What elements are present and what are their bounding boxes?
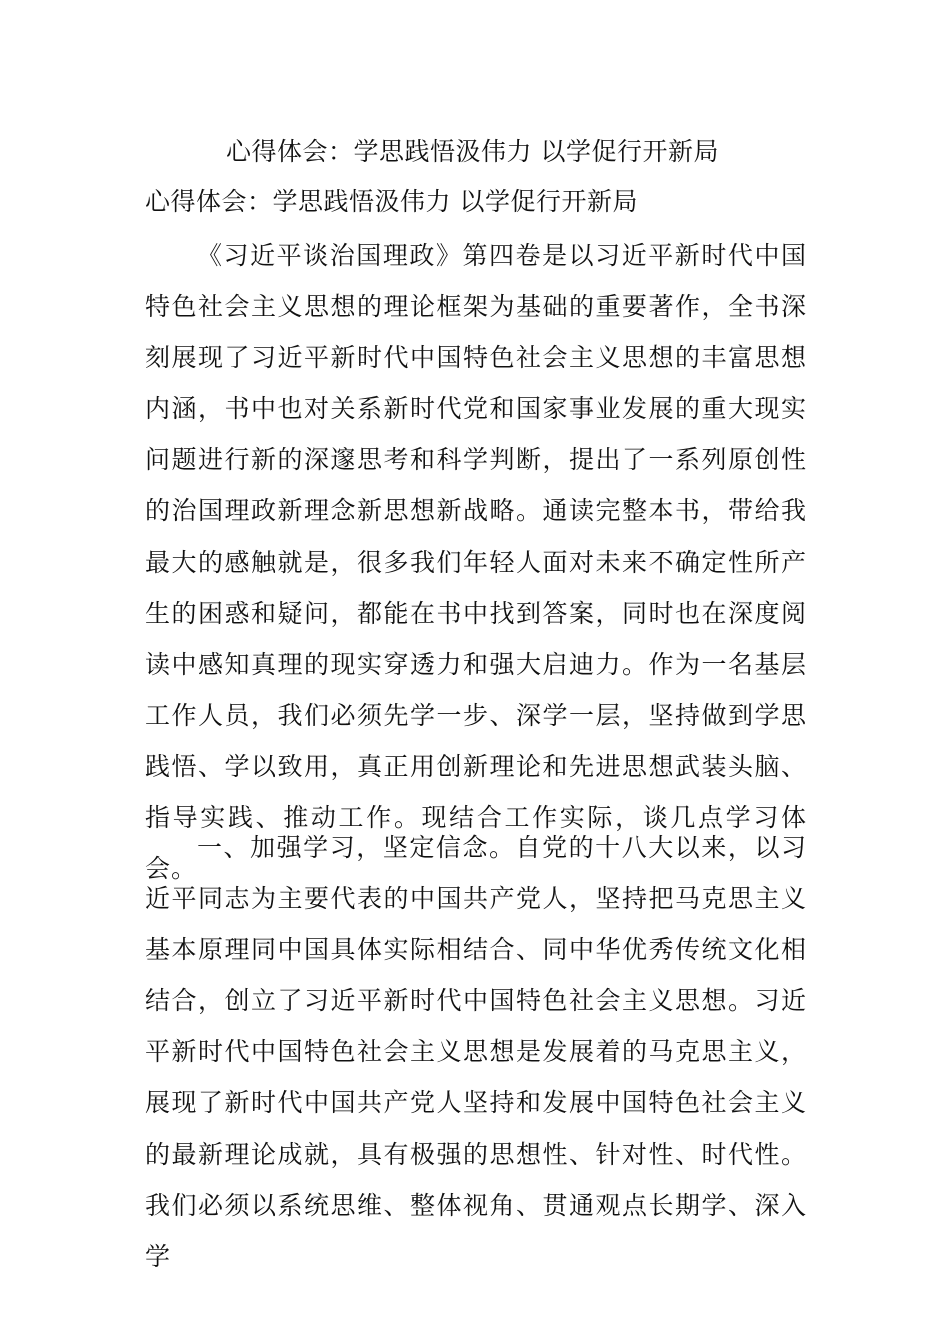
document-title: 心得体会：学思践悟汲伟力 以学促行开新局 <box>226 137 719 166</box>
paragraph-section-one: 一、加强学习，坚定信念。自党的十八大以来，以习近平同志为主要代表的中国共产党人，坚持把马克思主义基本原理同中国具体实际相结合、同中华优秀传统文化相结合，创立了习近平新时代中国特色社会主义思想。习近平新时代中国特色社会主义思想是发展着的马克思主义，展现了新时代中国共产党人坚持和发展中国特色社会主义的最新理论成就，具有极强的思想性、针对性、时代性。我们必须以系统思维、整体视角、贯通观点长期学、深入学 <box>145 833 807 1271</box>
paragraph-intro: 《习近平谈治国理政》第四卷是以习近平新时代中国特色社会主义思想的理论框架为基础的重要著作，全书深刻展现了习近平新时代中国特色社会主义思想的丰富思想内涵，书中也对关系新时代党和国家事业发展的重大现实问题进行新的深邃思考和科学判断，提出了一系列原创性的治国理政新理念新思想新战略。通读完整本书，带给我最大的感触就是，很多我们年轻人面对未来不确定性所产生的困惑和疑问，都能在书中找到答案，同时也在深度阅读中感知真理的现实穿透力和强大启迪力。作为一名基层工作人员，我们必须先学一步、深学一层，坚持做到学思践悟、学以致用，真正用创新理论和先进思想武装头脑、指导实践、推动工作。现结合工作实际，谈几点学习体会。 <box>145 241 807 884</box>
document-subtitle: 心得体会：学思践悟汲伟力 以学促行开新局 <box>145 187 638 216</box>
